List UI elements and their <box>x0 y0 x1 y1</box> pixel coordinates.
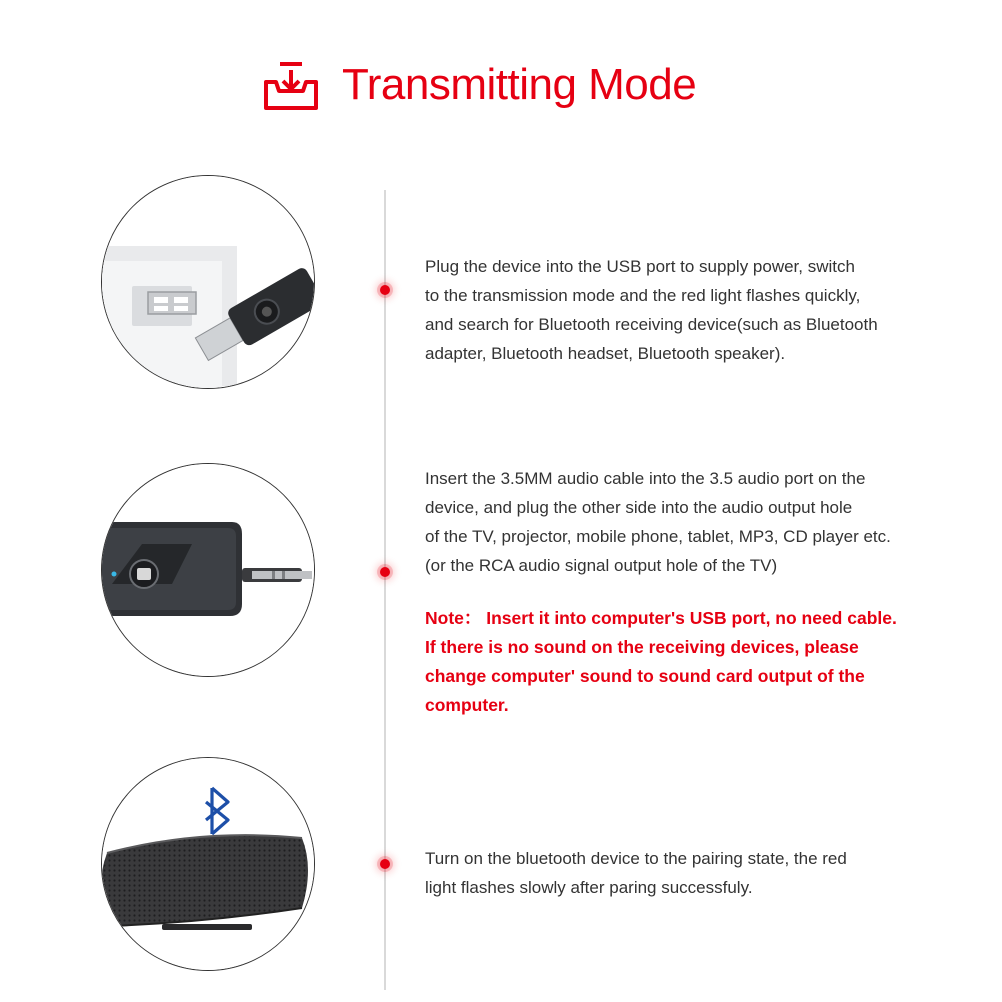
audio-cable-image <box>101 463 315 677</box>
timeline-dot <box>380 567 390 577</box>
bluetooth-speaker-image <box>101 757 315 971</box>
download-tray-icon <box>262 58 320 112</box>
step-2-text: Insert the 3.5MM audio cable into the 3.5 audio port on the device, and plug the other side into the audio output hole of the TV, projector, mobile phone, tablet, MP3, CD player etc. (or the RCA audio signal output hole of the TV) <box>425 469 891 575</box>
timeline-dot <box>380 859 390 869</box>
step-3-text: Turn on the bluetooth device to the pairing state, the red light flashes slowly after paring successfuly. <box>425 849 847 897</box>
usb-adapter-image <box>101 175 315 389</box>
page-header <box>262 55 696 115</box>
timeline-line <box>384 190 386 990</box>
timeline-dot <box>380 285 390 295</box>
step-1-text: Plug the device into the USB port to supply power, switch to the transmission mode and the red light flashes quickly, and search for Bluetooth receiving device(such as Bluetooth adapter, Bluetooth headset, Bluetooth speaker). <box>425 257 878 363</box>
page-title: Transmitting Mode <box>342 60 697 109</box>
step-2-note: Note： Insert it into computer's USB port, no need cable. If there is no sound on the receiving devices, please change computer' sound to sound card output of the computer. <box>425 608 897 715</box>
